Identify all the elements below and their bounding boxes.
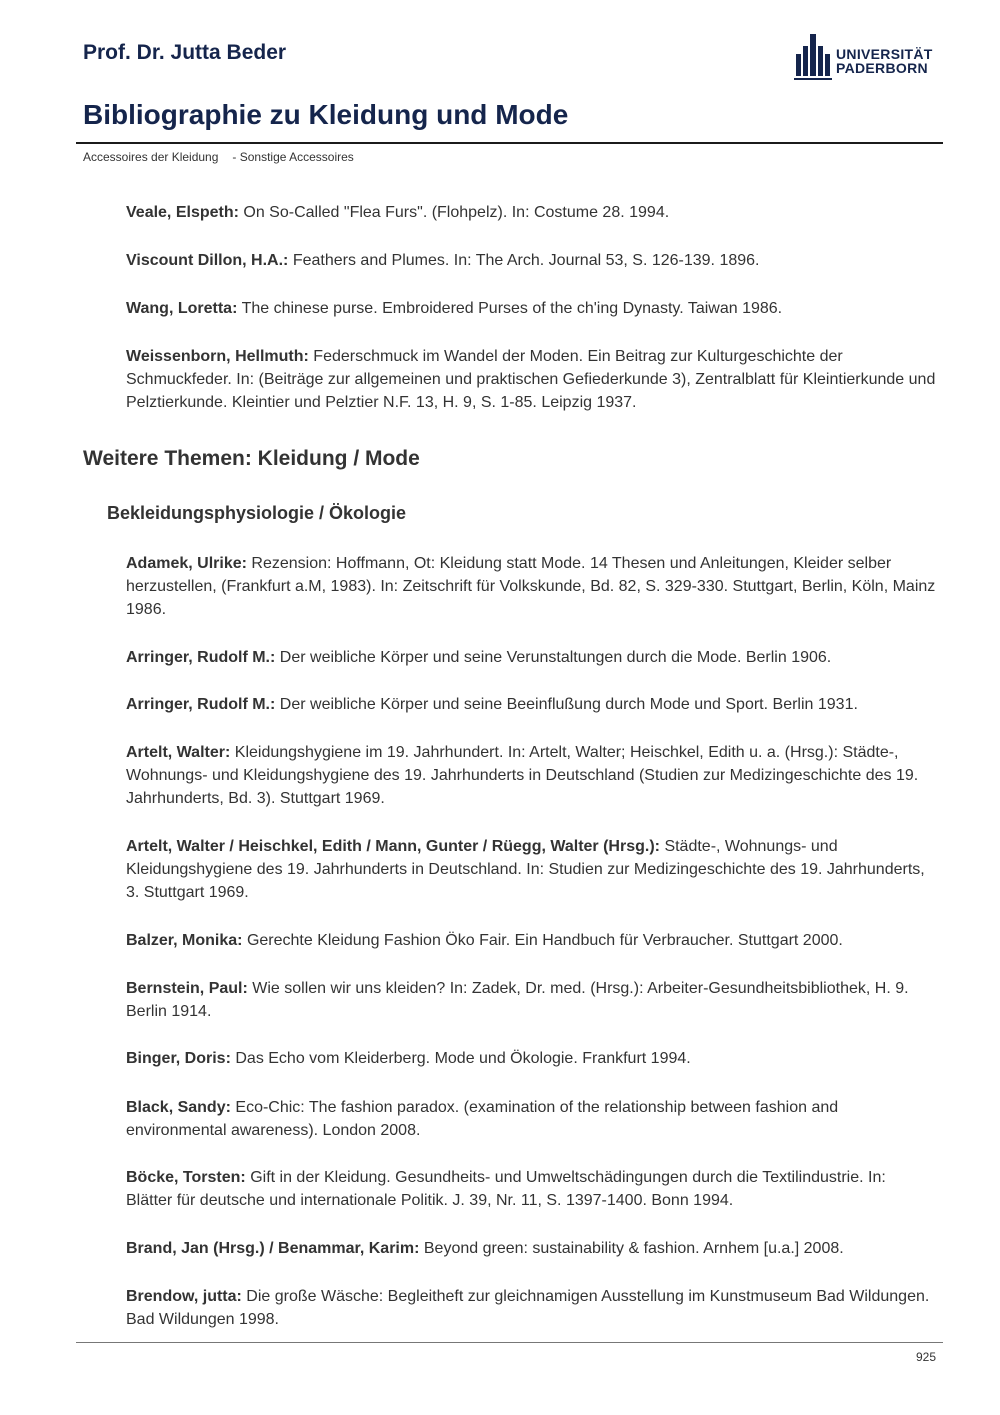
header-rule xyxy=(76,142,943,144)
entry-text: Die große Wäsche: Begleitheft zur gleichnamigen Ausstellung im Kunstmuseum Bad Wildungen. Bad Wildungen 1998. xyxy=(126,1288,930,1328)
bib-entry xyxy=(126,345,936,414)
bib-entry xyxy=(126,249,936,272)
author-name: Prof. Dr. Jutta Beder xyxy=(83,41,287,64)
bib-entry xyxy=(126,693,936,716)
entry-author: Weissenborn, Hellmuth: xyxy=(126,348,309,365)
university-logo xyxy=(794,32,934,82)
breadcrumb-level-1: Accessoires der Kleidung xyxy=(83,150,219,164)
bib-entry xyxy=(126,1166,936,1212)
bib-entry xyxy=(126,552,936,621)
bib-entry xyxy=(126,1047,936,1070)
bib-entry xyxy=(126,835,936,904)
logo-line-2: PADERBORN xyxy=(836,60,928,76)
entry-text: Der weibliche Körper und seine Verunstaltungen durch die Mode. Berlin 1906. xyxy=(279,649,832,666)
entry-text: Rezension: Hoffmann, Ot: Kleidung statt Mode. 14 Thesen und Anleitungen, Kleider selber herzustellen, (Frankfurt a.M, 1983). In: Zeitschrift für Volkskunde, Bd. 82, S. 329-330. Stuttgart, Berlin, Köln, Mainz 1986. xyxy=(126,555,936,618)
entry-text: Feathers and Plumes. In: The Arch. Journal 53, S. 126-139. 1896. xyxy=(292,252,760,269)
bib-entry xyxy=(126,297,936,320)
bib-entry xyxy=(126,929,936,952)
section-heading: Weitere Themen: Kleidung / Mode xyxy=(83,447,420,470)
entry-text: Der weibliche Körper und seine Beeinflußung durch Mode und Sport. Berlin 1931. xyxy=(279,696,858,713)
entry-author: Brendow, jutta: xyxy=(126,1288,242,1305)
entry-author: Viscount Dillon, H.A.: xyxy=(126,252,289,269)
entry-author: Binger, Doris: xyxy=(126,1050,231,1067)
bib-entry xyxy=(126,741,936,810)
breadcrumb xyxy=(83,150,354,164)
footer-rule xyxy=(76,1342,943,1343)
entry-text: On So-Called "Flea Furs". (Flohpelz). In: Costume 28. 1994. xyxy=(243,204,670,221)
entry-text: Gerechte Kleidung Fashion Öko Fair. Ein Handbuch für Verbraucher. Stuttgart 2000. xyxy=(246,932,843,949)
entry-text: Städte-, Wohnungs- und Kleidungshygiene des 19. Jahrhunderts in Deutschland. In: Studien zur Medizingeschichte des 19. Jahrhunderts, 3. Stuttgart 1969. xyxy=(126,838,925,901)
entry-author: Brand, Jan (Hrsg.) / Benammar, Karim: xyxy=(126,1240,420,1257)
entry-author: Adamek, Ulrike: xyxy=(126,555,247,572)
page-number: 925 xyxy=(915,1350,936,1364)
breadcrumb-level-2: - Sonstige Accessoires xyxy=(232,150,354,164)
entry-author: Böcke, Torsten: xyxy=(126,1169,246,1186)
entry-text: Eco-Chic: The fashion paradox. (examination of the relationship between fashion and environmental awareness). London 2008. xyxy=(126,1099,839,1139)
entry-text: Gift in der Kleidung. Gesundheits- und Umweltschädingungen durch die Textilindustrie. In: Blätter für deutsche und internationale Politik. J. 39, Nr. 11, S. 1397-1400. Bonn 1994. xyxy=(126,1169,886,1209)
bib-entry xyxy=(126,1285,936,1331)
entry-text: Das Echo vom Kleiderberg. Mode und Ökologie. Frankfurt 1994. xyxy=(235,1050,691,1067)
entry-text: Beyond green: sustainability & fashion. Arnhem [u.a.] 2008. xyxy=(423,1240,844,1257)
entry-author: Black, Sandy: xyxy=(126,1099,231,1116)
bib-entry xyxy=(126,1096,936,1142)
entry-text: Kleidungshygiene im 19. Jahrhundert. In: Artelt, Walter; Heischkel, Edith u. a. (Hrsg.): Städte-, Wohnungs- und Kleidungshygiene des 19. Jahrhunderts in Deutschland (Studien zur Medizingeschichte des 19. Jahrhunderts, Bd. 3). Stuttgart 1969. xyxy=(126,744,919,807)
subsection-heading: Bekleidungsphysiologie / Ökologie xyxy=(107,503,407,523)
university-building-icon xyxy=(794,32,834,82)
entry-author: Wang, Loretta: xyxy=(126,300,238,317)
logo-line-1: UNIVERSITÄT xyxy=(836,46,933,62)
entry-text: The chinese purse. Embroidered Purses of the ch'ing Dynasty. Taiwan 1986. xyxy=(241,300,783,317)
entry-author: Arringer, Rudolf M.: xyxy=(126,649,276,666)
entry-author: Bernstein, Paul: xyxy=(126,980,248,997)
entry-author: Arringer, Rudolf M.: xyxy=(126,696,276,713)
entry-author: Veale, Elspeth: xyxy=(126,204,239,221)
bib-entry xyxy=(126,977,936,1023)
document-title: Bibliographie zu Kleidung und Mode xyxy=(83,99,569,130)
entry-text: Federschmuck im Wandel der Moden. Ein Beitrag zur Kulturgeschichte der Schmuckfeder. In: (Beiträge zur allgemeinen und praktischen Gefiederkunde 3), Zentralblatt für Kleintierkunde und Pelztierkunde. Kleintier und Pelztier N.F. 13, H. 9, S. 1-85. Leipzig 1937. xyxy=(126,348,936,411)
bib-entry xyxy=(126,646,936,669)
bib-entry xyxy=(126,201,936,224)
bib-entry xyxy=(126,1237,936,1260)
entry-author: Artelt, Walter / Heischkel, Edith / Mann, Gunter / Rüegg, Walter (Hrsg.): xyxy=(126,838,660,855)
entry-text: Wie sollen wir uns kleiden? In: Zadek, Dr. med. (Hrsg.): Arbeiter-Gesundheitsbibliothek, H. 9. Berlin 1914. xyxy=(126,980,909,1020)
entry-author: Artelt, Walter: xyxy=(126,744,231,761)
entry-author: Balzer, Monika: xyxy=(126,932,243,949)
